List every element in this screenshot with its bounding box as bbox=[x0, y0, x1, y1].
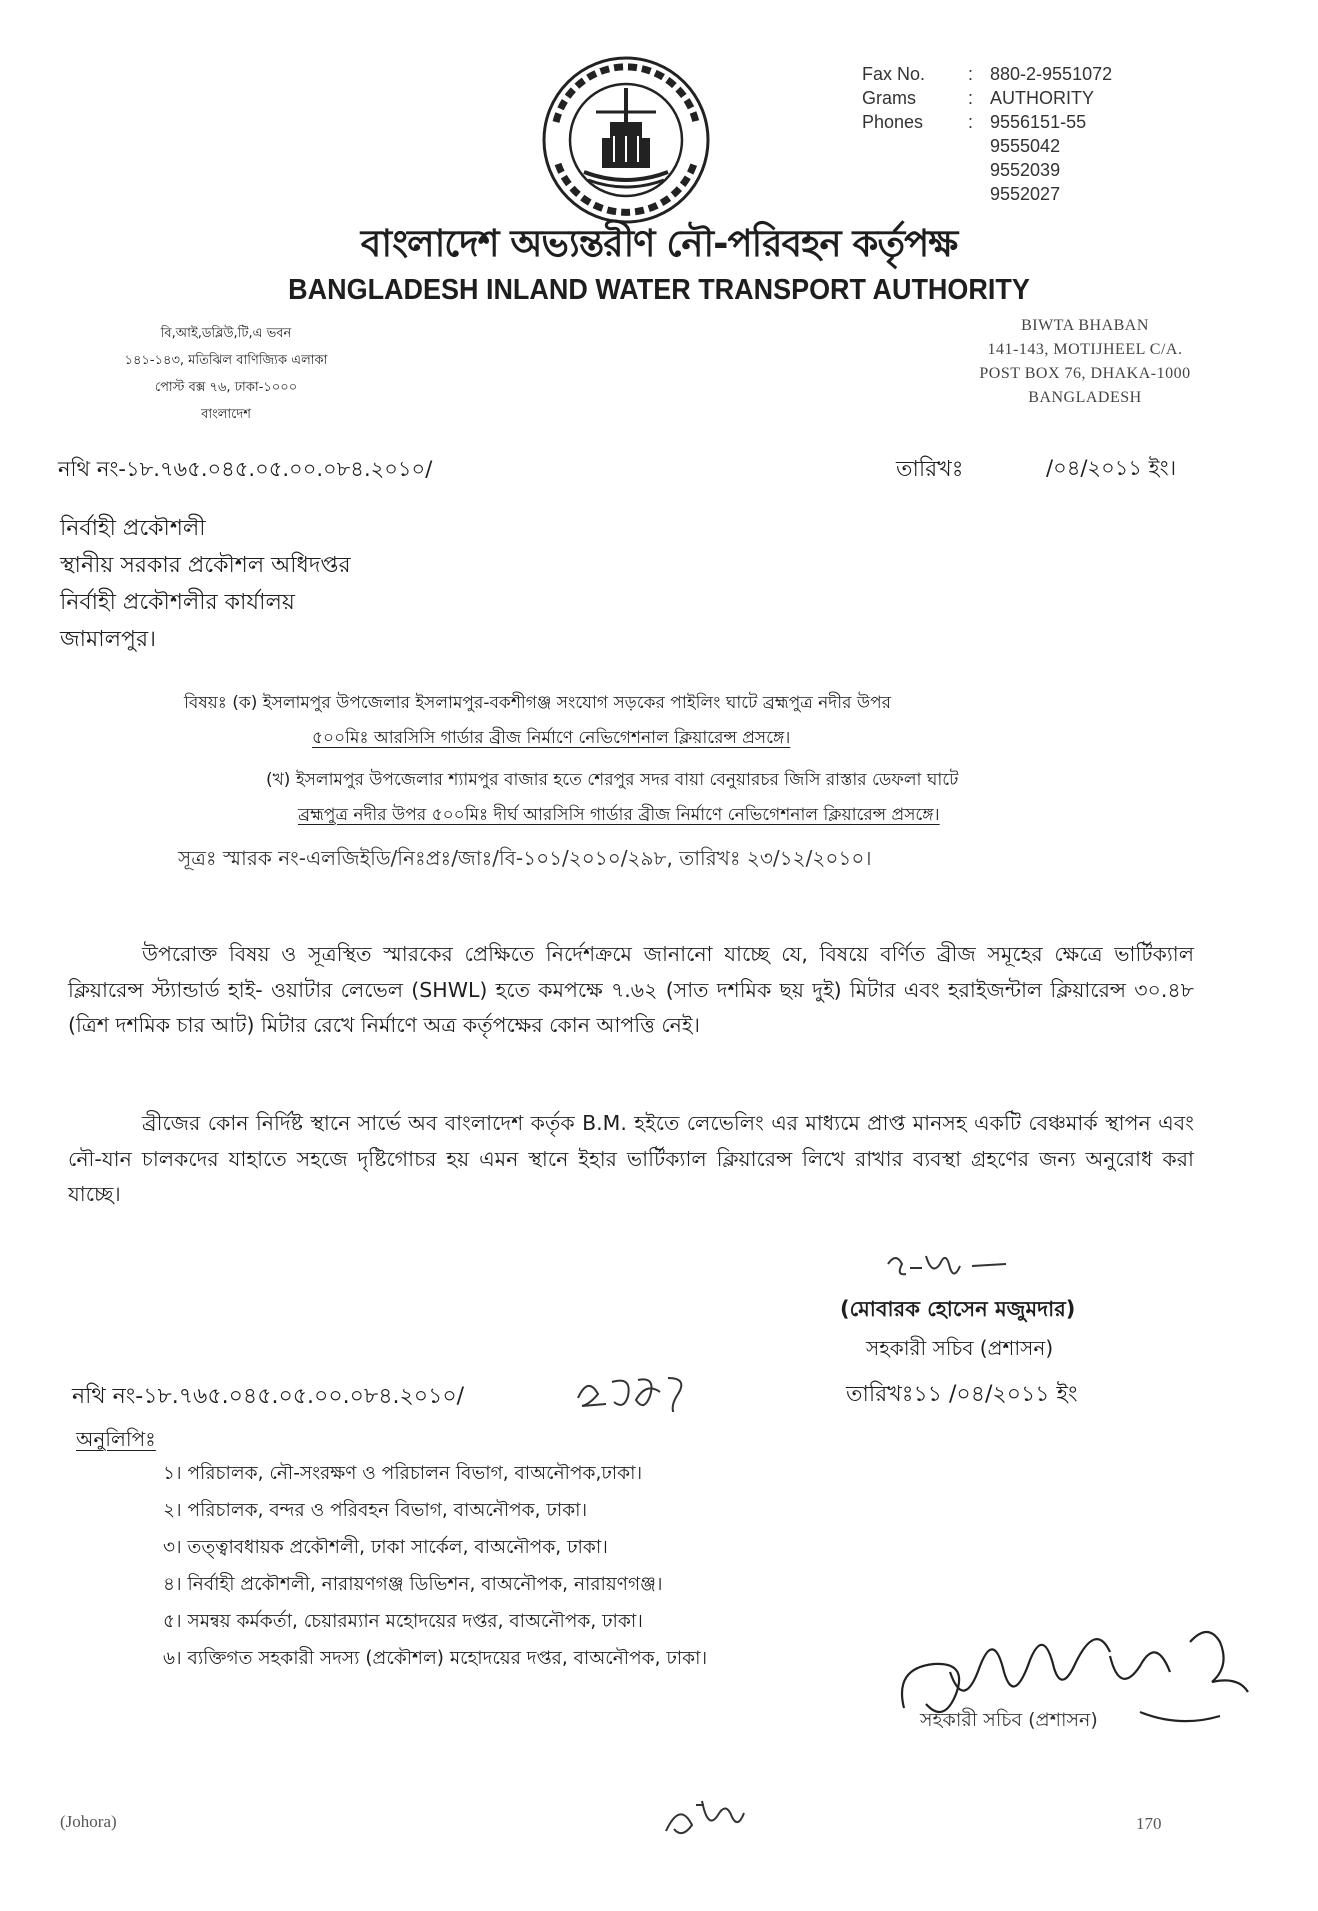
grams-value: AUTHORITY bbox=[990, 88, 1095, 108]
initial-mark bbox=[660, 1791, 750, 1847]
list-item: ৩। তত্ত্বাবধায়ক প্রকৌশলী, ঢাকা সার্কেল, বাঅনৌপক, ঢাকা। bbox=[163, 1537, 608, 1558]
subject-b-line2: ব্রহ্মপুত্র নদীর উপর ৫০০মিঃ দীর্ঘ আরসিসি গার্ডার ব্রীজ নির্মাণে নেভিগেশনাল ক্লিয়ারেন্স প্রসঙ্গে। bbox=[298, 805, 940, 825]
address-line: বাংলাদেশ bbox=[201, 407, 251, 422]
address-line: ১৪১-১৪৩, মতিঝিল বাণিজ্যিক এলাকা bbox=[124, 353, 328, 368]
phone-value: 9552039 bbox=[990, 160, 1061, 180]
contact-labels bbox=[862, 62, 925, 134]
subject-a bbox=[184, 686, 891, 756]
address-line: 141-143, MOTIJHEEL C/A. bbox=[987, 341, 1183, 358]
address-line: POST BOX 76, DHAKA-1000 bbox=[979, 365, 1191, 382]
contact-colons: : : : bbox=[968, 64, 974, 132]
list-item: ৬। ব্যক্তিগত সহকারী সদস্য (প্রকৌশল) মহোদয়ের দপ্তর, বাঅনৌপক, ঢাকা। bbox=[163, 1648, 708, 1669]
list-item: ৫। সমন্বয় কর্মকর্তা, চেয়ারম্যান মহোদয়ের দপ্তর, বাঅনৌপক, ঢাকা। bbox=[163, 1611, 643, 1632]
initial-signature-mark bbox=[880, 1242, 1040, 1294]
address-english bbox=[940, 314, 1230, 410]
phone-value: 9556151-55 bbox=[990, 112, 1087, 132]
recipient-line: নির্বাহী প্রকৌশলী bbox=[60, 516, 206, 541]
handwritten-serial-number bbox=[572, 1368, 702, 1412]
organization-name-english: BANGLADESH INLAND WATER TRANSPORT AUTHORITY bbox=[288, 274, 1030, 306]
phone-value: 9552027 bbox=[990, 184, 1061, 204]
copy-memo-number: নথি নং-১৮.৭৬৫.০৪৫.০৫.০০.০৮৪.২০১০/ bbox=[72, 1384, 465, 1409]
signer-name: (মোবারক হোসেন মজুমদার) bbox=[840, 1297, 1076, 1321]
date-value: /০৪/২০১১ ইং। bbox=[1046, 456, 1177, 480]
grams-label: Grams bbox=[862, 88, 916, 108]
address-line: বি,আই,ডব্লিউ,টি,এ ভবন bbox=[160, 326, 292, 341]
list-item: ২। পরিচালক, বন্দর ও পরিবহন বিভাগ, বাঅনৌপক, ঢাকা। bbox=[163, 1500, 588, 1521]
organization-name-bangla: বাংলাদেশ অভ্যন্তরীণ নৌ-পরিবহন কর্তৃপক্ষ bbox=[360, 222, 958, 265]
subject-label: বিষয়ঃ bbox=[184, 693, 227, 713]
memo-number: নথি নং-১৮.৭৬৫.০৪৫.০৫.০০.০৮৪.২০১০/ bbox=[58, 457, 433, 481]
signer-title: সহকারী সচিব (প্রশাসন) bbox=[866, 1336, 1054, 1360]
fax-value: 880-2-9551072 bbox=[990, 64, 1113, 84]
body-paragraph: ব্রীজের কোন নির্দিষ্ট স্থানে সার্ভে অব বাংলাদেশ কর্তৃক B.M. হইতে লেভেলিং এর মাধ্যমে প্রাপ্ত মানসহ একটি বেঞ্চমার্ক স্থাপন এবং নৌ-যান চালকদের যাহাতে সহজে দৃষ্টিগোচর হয় এমন স্থানে ইহার ভার্টিক্যাল ক্লিয়ারেন্স লিখে রাখার ব্যবস্থা গ্রহণের জন্য অনুরোধ করা যাচ্ছে। bbox=[68, 1111, 1194, 1206]
address-line: পোস্ট বক্স ৭৬, ঢাকা-১০০০ bbox=[154, 380, 298, 395]
address-line: BIWTA BHABAN bbox=[1021, 317, 1149, 334]
phones-label: Phones bbox=[862, 112, 924, 132]
reference-line: সূত্রঃ স্মারক নং-এলজিইডি/নিঃপ্রঃ/জাঃ/বি-১০১/২০১০/২৯৮, তারিখঃ ২৩/১২/২০১০। bbox=[178, 846, 872, 870]
authority-seal-logo bbox=[536, 52, 716, 228]
recipient-line: নির্বাহী প্রকৌশলীর কার্যালয় bbox=[60, 590, 295, 615]
date-label: তারিখঃ bbox=[896, 457, 964, 482]
recipient-line: জামালপুর। bbox=[60, 627, 156, 652]
recipient-line: স্থানীয় সরকার প্রকৌশল অধিদপ্তর bbox=[60, 553, 351, 578]
copy-distribution-list bbox=[163, 1455, 707, 1677]
list-item: ৪। নির্বাহী প্রকৌশলী, নারায়ণগঞ্জ ডিভিশন, বাঅনৌপক, নারায়ণগঞ্জ। bbox=[163, 1574, 663, 1595]
list-item: ১। পরিচালক, নৌ-সংরক্ষণ ও পরিচালন বিভাগ, বাঅনৌপক,ঢাকা। bbox=[163, 1463, 643, 1484]
phone-value: 9555042 bbox=[990, 136, 1061, 156]
signature-caption: সহকারী সচিব (প্রশাসন) bbox=[920, 1709, 1098, 1731]
recipient-address bbox=[60, 510, 351, 658]
contact-values bbox=[990, 62, 1112, 206]
address-line: BANGLADESH bbox=[1028, 389, 1142, 406]
address-bangla bbox=[86, 320, 366, 428]
copy-memo-date: তারিখঃ১১ /০৪/২০১১ ইং bbox=[846, 1382, 1078, 1407]
copy-distribution-label: অনুলিপিঃ bbox=[76, 1427, 156, 1451]
subject-a-line2: ৫০০মিঃ আরসিসি গার্ডার ব্রীজ নির্মাণে নেভিগেশনাল ক্লিয়ারেন্স প্রসঙ্গে। bbox=[312, 728, 791, 748]
footer-page-number: 170 bbox=[1136, 1814, 1162, 1833]
body-paragraph: উপরোক্ত বিষয় ও সূত্রস্থিত স্মারকের প্রেক্ষিতে নির্দেশক্রমে জানানো যাচ্ছে যে, বিষয়ে বর্ণিত ব্রীজ সমূহের ক্ষেত্রে ভার্টিক্যাল ক্লিয়ারেন্স স্ট্যান্ডার্ড হাই- ওয়াটার লেভেল (SHWL) হতে কমপক্ষে ৭.৬২ (সাত দশমিক ছয় দুই) মিটার এবং হরাইজন্টাল ক্লিয়ারেন্স ৩০.৪৮ (ত্রিশ দশমিক চার আট) মিটার রেখে নির্মাণে অত্র কর্তৃপক্ষের কোন আপত্তি নেই। bbox=[68, 942, 1194, 1037]
subject-b-line1: (খ) ইসলামপুর উপজেলার শ্যামপুর বাজার হতে শেরপুর সদর বায়া বেনুয়ারচর জিসি রাস্তার ডেফলা ঘাটে bbox=[266, 770, 959, 790]
footer-typist-initials: (Johora) bbox=[60, 1812, 117, 1831]
fax-label: Fax No. bbox=[862, 64, 926, 84]
subject-a-line1: (ক) ইসলামপুর উপজেলার ইসলামপুর-বকশীগঞ্জ সংযোগ সড়কের পাইলিং ঘাটে ব্রহ্মপুত্র নদীর উপর bbox=[232, 693, 891, 713]
subject-b bbox=[266, 763, 958, 833]
